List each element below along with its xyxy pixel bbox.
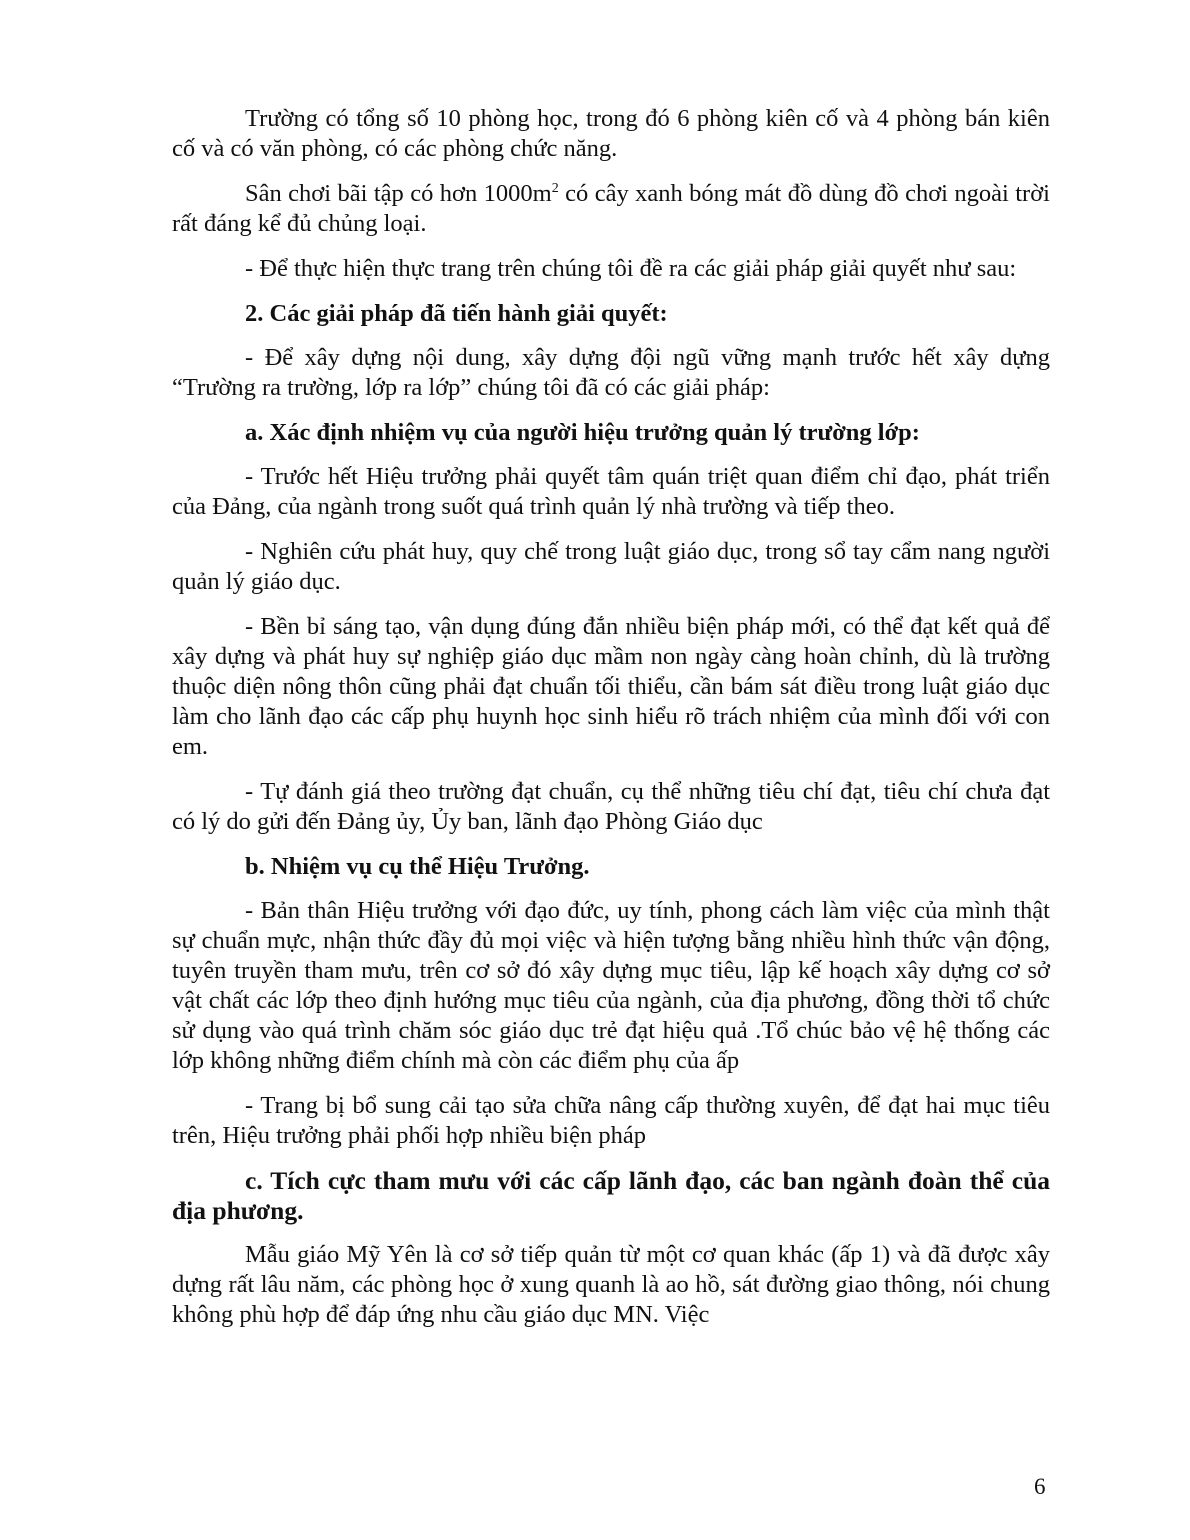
paragraph-classrooms: Trường có tổng số 10 phòng học, trong đó 6 phòng kiên cố và 4 phòng bán kiên cố và có văn phòng, có các phòng chức năng.	[172, 105, 1050, 162]
paragraph-principal-ethics: - Bản thân Hiệu trưởng với đạo đức, uy tính, phong cách làm việc của mình thật sự chuẩn mực, nhận thức đầy đủ mọi việc và hiện tượng bằng nhiều hình thức vận động, tuyên truyền tham mưu, trên cơ sở đó xây dựng mục tiêu, lập kế hoạch xây dựng cơ sở vật chất các lớp theo định hướng mục tiêu của ngành, của địa phương, đồng thời tổ chức sử dụng vào quá trình chăm sóc giáo dục trẻ đạt hiệu quả .Tổ chúc bảo vệ hệ thống các lớp không những điểm chính mà còn các điểm phụ của ấp	[172, 897, 1050, 1074]
playground-text-after: có cây xanh bóng mát đồ dùng đồ chơi ngoài trời rất đáng kể đủ chủng loại.	[172, 180, 1050, 237]
paragraph-playground	[172, 179, 1050, 239]
square-meter-superscript: 2	[551, 181, 559, 196]
paragraph-equipment-upgrade: - Trang bị bổ sung cải tạo sửa chữa nâng cấp thường xuyên, để đạt hai mục tiêu trên, Hiệu trưởng phải phối hợp nhiều biện pháp	[172, 1092, 1050, 1149]
paragraph-self-assessment: - Tự đánh giá theo trường đạt chuẩn, cụ thể những tiêu chí đạt, tiêu chí chưa đạt có lý do gửi đến Đảng ủy, Ủy ban, lãnh đạo Phòng Giáo dục	[172, 778, 1050, 835]
paragraph-creative-measures: - Bền bỉ sáng tạo, vận dụng đúng đắn nhiều biện pháp mới, có thể đạt kết quả để xây dựng và phát huy sự nghiệp giáo dục mầm non ngày càng hoàn chỉnh, dù là trường thuộc diện nông thôn cũng phải đạt chuẩn tối thiểu, cần bám sát điều trong luật giáo dục làm cho lãnh đạo các cấp phụ huynh học sinh hiểu rõ trách nhiệm của mình đối với con em.	[172, 613, 1050, 760]
paragraph-my-yen-school: Mẫu giáo Mỹ Yên là cơ sở tiếp quản từ một cơ quan khác (ấp 1) và đã được xây dựng rất lâu năm, các phòng học ở xung quanh là ao hồ, sát đường giao thông, nói chung không phù hợp để đáp ứng nhu cầu giáo dục MN. Việc	[172, 1241, 1050, 1328]
paragraph-principal-determination: - Trước hết Hiệu trưởng phải quyết tâm quán triệt quan điểm chỉ đạo, phát triển của Đảng, của ngành trong suốt quá trình quản lý nhà trường và tiếp theo.	[172, 463, 1050, 520]
heading-advisory-role: c. Tích cực tham mưu với các cấp lãnh đạo, các ban ngành đoàn thể của địa phương.	[172, 1166, 1050, 1225]
playground-text-before: Sân chơi bãi tập có hơn 1000m	[245, 180, 552, 207]
paragraph-build-staff: - Để xây dựng nội dung, xây dựng đội ngũ vững mạnh trước hết xây dựng “Trường ra trường, lớp ra lớp” chúng tôi đã có các giải pháp:	[172, 344, 1050, 401]
paragraph-research-regulations: - Nghiên cứu phát huy, quy chế trong luật giáo dục, trong sổ tay cẩm nang người quản lý giáo dục.	[172, 538, 1050, 595]
paragraph-solutions-intro: - Để thực hiện thực trang trên chúng tôi đề ra các giải pháp giải quyết như sau:	[245, 255, 1017, 282]
page-content	[172, 104, 1050, 1345]
page-number: 6	[1034, 1474, 1046, 1499]
heading-specific-tasks: b. Nhiệm vụ cụ thể Hiệu Trưởng.	[245, 853, 590, 880]
heading-principal-duties: a. Xác định nhiệm vụ của người hiệu trưởng quản lý trường lớp:	[245, 419, 920, 446]
heading-solutions: 2. Các giải pháp đã tiến hành giải quyết:	[245, 300, 668, 327]
